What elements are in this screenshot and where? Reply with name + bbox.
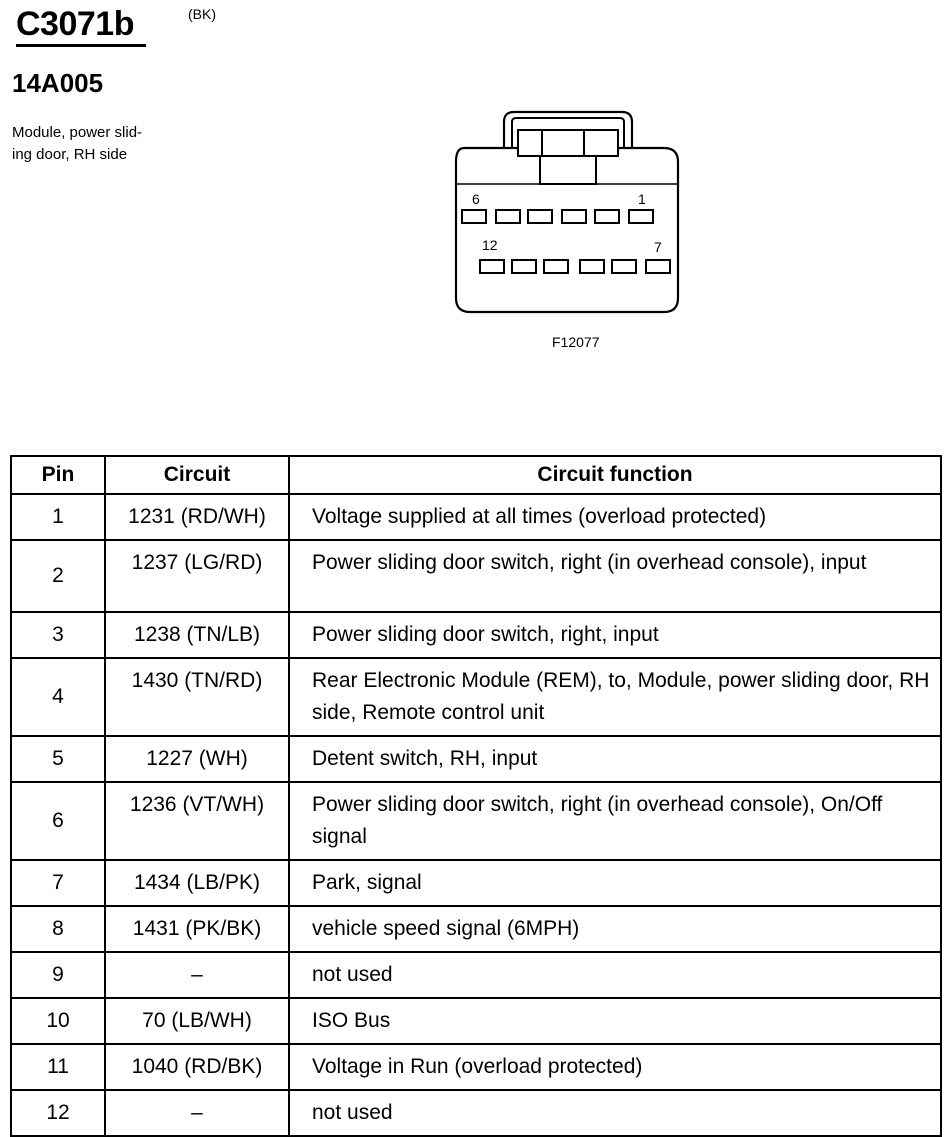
pin-cavity (562, 210, 586, 223)
circuit-cell: 1040 (RD/BK) (105, 1044, 289, 1090)
table-row (11, 860, 941, 906)
pin-cavity (496, 210, 520, 223)
function-cell: Voltage in Run (overload protected) (289, 1044, 941, 1090)
function-cell: not used (289, 952, 941, 998)
pin-cell: 3 (11, 612, 105, 658)
circuit-cell: 1434 (LB/PK) (105, 860, 289, 906)
pin-cell: 10 (11, 998, 105, 1044)
table-row (11, 736, 941, 782)
table-row (11, 952, 941, 998)
table-row (11, 540, 941, 612)
figure-id: F12077 (552, 334, 600, 350)
circuit-cell: 1236 (VT/WH) (105, 782, 289, 860)
pin-label-12: 12 (482, 237, 498, 253)
pin-label-6: 6 (472, 191, 480, 207)
module-description-line-1: Module, power slid- (12, 124, 143, 141)
function-cell: not used (289, 1090, 941, 1136)
function-cell: Rear Electronic Module (REM), to, Module, power sliding door, RH side, Remote control unit (289, 658, 941, 736)
function-cell: Power sliding door switch, right, input (289, 612, 941, 658)
pin-cell: 2 (11, 540, 105, 612)
connector-id: C3071b (16, 5, 134, 43)
table-row (11, 782, 941, 860)
header-circuit: Circuit (105, 456, 289, 494)
pin-cavity (646, 260, 670, 273)
circuit-cell: 1231 (RD/WH) (105, 494, 289, 540)
function-cell: Power sliding door switch, right (in overhead console), input (289, 540, 941, 612)
pin-cell: 12 (11, 1090, 105, 1136)
pin-table-body (11, 494, 941, 1136)
module-description-line-2: ing door, RH side (12, 146, 128, 163)
circuit-cell: 70 (LB/WH) (105, 998, 289, 1044)
pin-cavity (612, 260, 636, 273)
pin-cavity (544, 260, 568, 273)
table-row (11, 906, 941, 952)
table-row (11, 612, 941, 658)
connector-id-underline (16, 44, 146, 47)
table-header-row (11, 456, 941, 494)
pin-cell: 9 (11, 952, 105, 998)
table-row (11, 658, 941, 736)
function-cell: Park, signal (289, 860, 941, 906)
function-cell: vehicle speed signal (6MPH) (289, 906, 941, 952)
header-circuit-function: Circuit function (289, 456, 941, 494)
circuit-cell: 1431 (PK/BK) (105, 906, 289, 952)
table-row (11, 1090, 941, 1136)
pin-table (10, 455, 942, 1137)
connector-latch-tab (518, 130, 618, 156)
pin-cavity (580, 260, 604, 273)
table-row (11, 1044, 941, 1090)
pin-cavity (595, 210, 619, 223)
function-cell: Detent switch, RH, input (289, 736, 941, 782)
pin-label-7: 7 (654, 239, 662, 255)
module-description (12, 122, 182, 166)
circuit-cell: 1430 (TN/RD) (105, 658, 289, 736)
table-row (11, 998, 941, 1044)
pin-cell: 6 (11, 782, 105, 860)
circuit-cell: – (105, 952, 289, 998)
function-cell: Voltage supplied at all times (overload protected) (289, 494, 941, 540)
pin-cell: 5 (11, 736, 105, 782)
pin-cavity (528, 210, 552, 223)
circuit-cell: – (105, 1090, 289, 1136)
part-number: 14A005 (12, 68, 104, 98)
pin-cavity (629, 210, 653, 223)
pin-label-1: 1 (638, 191, 646, 207)
circuit-cell: 1238 (TN/LB) (105, 612, 289, 658)
pin-cell: 4 (11, 658, 105, 736)
pin-cell: 11 (11, 1044, 105, 1090)
connector-latch-body (540, 156, 596, 184)
function-cell: Power sliding door switch, right (in overhead console), On/Off signal (289, 782, 941, 860)
function-cell: ISO Bus (289, 998, 941, 1044)
pin-cavity (480, 260, 504, 273)
connector-color: (BK) (188, 6, 216, 22)
circuit-cell: 1237 (LG/RD) (105, 540, 289, 612)
table-row (11, 494, 941, 540)
connector-face-diagram (440, 100, 700, 320)
header-pin: Pin (11, 456, 105, 494)
pin-cavity (512, 260, 536, 273)
pin-cavity (462, 210, 486, 223)
pin-cell: 8 (11, 906, 105, 952)
pin-cell: 7 (11, 860, 105, 906)
pin-cell: 1 (11, 494, 105, 540)
circuit-cell: 1227 (WH) (105, 736, 289, 782)
